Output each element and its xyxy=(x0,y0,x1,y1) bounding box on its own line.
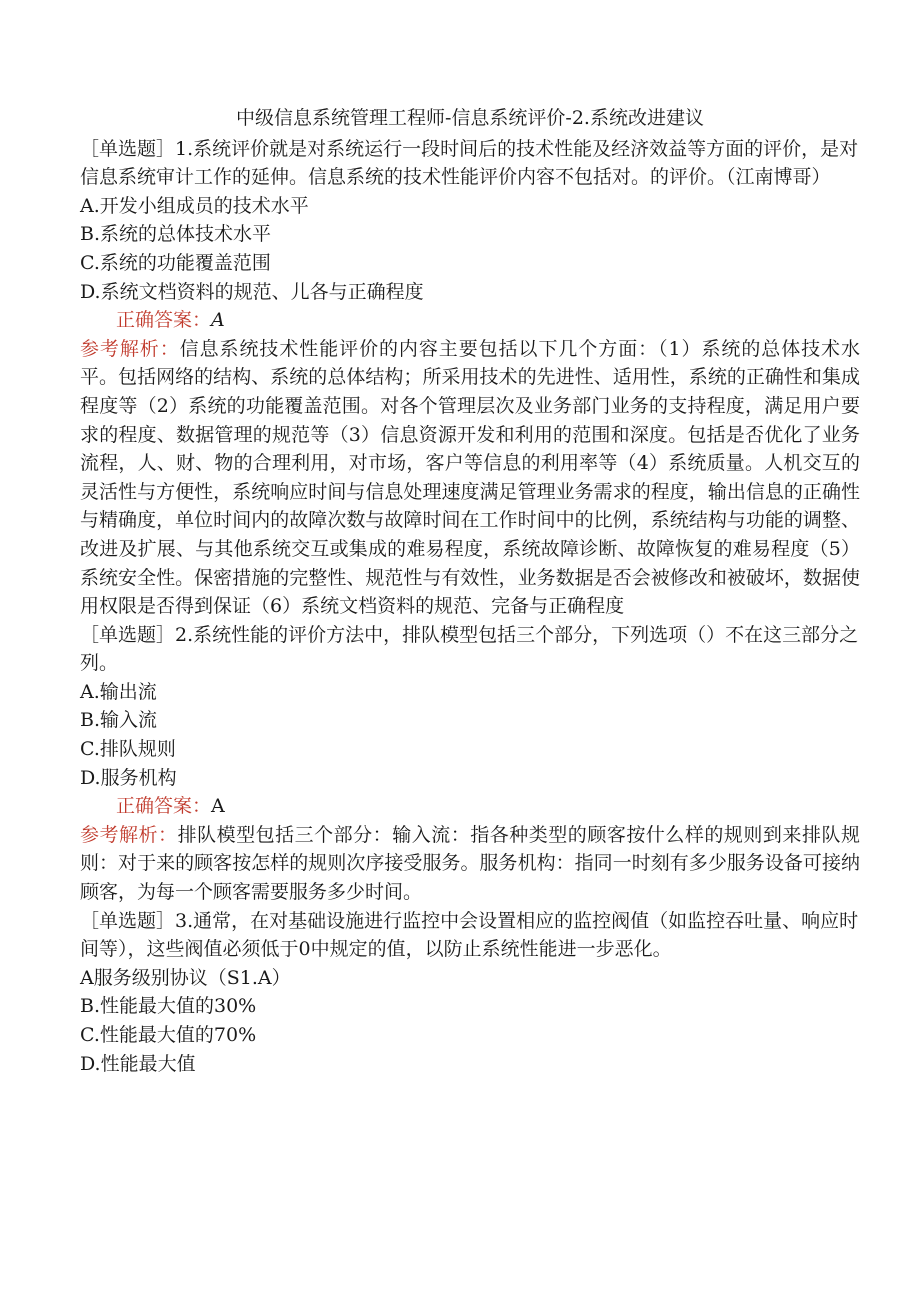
option-a: A.开发小组成员的技术水平 xyxy=(80,194,309,217)
question-2 xyxy=(80,621,860,907)
correct-answer xyxy=(80,306,860,335)
analysis xyxy=(80,335,860,621)
question-1 xyxy=(80,135,860,621)
option-d: D.性能最大值 xyxy=(80,1052,196,1075)
question-stem: 3.通常，在对基础设施进行监控中会设置相应的监控阀值（如监控吞吐量、响应时间等），这些阀值必须低于0中规定的值，以防止系统性能进一步恶化。 xyxy=(80,909,859,961)
analysis xyxy=(80,821,860,907)
option-c: C.排队规则 xyxy=(80,738,176,761)
answer-label: 正确答案： xyxy=(116,309,212,332)
question-stem: 2.系统性能的评价方法中，排队模型包括三个部分，下列选项（）不在这三部分之列。 xyxy=(80,623,859,675)
question-type: ［单选题］ xyxy=(80,623,176,646)
option-b: B.性能最大值的30% xyxy=(80,995,257,1018)
question-text xyxy=(80,621,860,678)
analysis-label: 参考解析： xyxy=(80,337,180,360)
question-type: ［单选题］ xyxy=(80,909,176,932)
question-text xyxy=(80,907,860,964)
option-d: D.系统文档资料的规范、儿各与正确程度 xyxy=(80,280,424,303)
analysis-text: 排队模型包括三个部分：输入流：指各种类型的顾客按什么样的规则到来排队规则：对于来的顾客按怎样的规则次序接受服务。服务机构：指同一时刻有多少服务设备可接纳顾客，为每一个顾客需要服务多少时间。 xyxy=(80,823,860,904)
option-c: C.性能最大值的70% xyxy=(80,1024,257,1046)
answer-label: 正确答案： xyxy=(116,795,212,818)
answer-value: A xyxy=(211,795,225,818)
analysis-label: 参考解析： xyxy=(80,823,178,846)
option-b: B.输入流 xyxy=(80,709,158,732)
question-text xyxy=(80,135,860,192)
option-b: B.系统的总体技术水平 xyxy=(80,223,272,246)
option-a: A服务级别协议（S1.A） xyxy=(80,966,291,989)
question-stem: 1.系统评价就是对系统运行一段时间后的技术性能及经济效益等方面的评价，是对信息系统审计工作的延伸。信息系统的技术性能评价内容不包括对。的评价。（江南博哥） xyxy=(80,137,859,189)
document-title: 中级信息系统管理工程师-信息系统评价-2.系统改进建议 xyxy=(236,107,704,129)
option-a: A.输出流 xyxy=(80,680,157,703)
answer-value: A xyxy=(211,309,225,332)
analysis-text: 信息系统技术性能评价的内容主要包括以下几个方面：（1）系统的总体技术水平。包括网络的结构、系统的总体结构；所采用技术的先进性、适用性，系统的正确性和集成程度等（2）系统的功能覆盖范围。对各个管理层次及业务部门业务的支持程度，满足用户要求的程度、数据管理的规范等（3）信息资源开发和利用的范围和深度。包括是否优化了业务流程，人、财、物的合理利用，对市场，客户等信息的利用率等（4）系统质量。人机交互的灵活性与方便性，系统响应时间与信息处理速度满足管理业务需求的程度，输出信息的正确性与精确度，单位时间内的故障次数与故障时间在工作时间中的比例，系统结构与功能的调整、改进及扩展、与其他系统交互或集成的难易程度，系统故障诊断、故障恢复的难易程度（5）系统安全性。保密措施的完整性、规范性与有效性，业务数据是否会被修改和被破坏，数据使用权限是否得到保证（6）系统文档资料的规范、完备与正确程度 xyxy=(80,337,860,618)
question-type: ［单选题］ xyxy=(80,137,176,160)
option-d: D.服务机构 xyxy=(80,766,177,789)
question-3 xyxy=(80,907,860,1079)
correct-answer xyxy=(80,792,860,821)
option-c: C.系统的功能覆盖范围 xyxy=(80,251,271,274)
